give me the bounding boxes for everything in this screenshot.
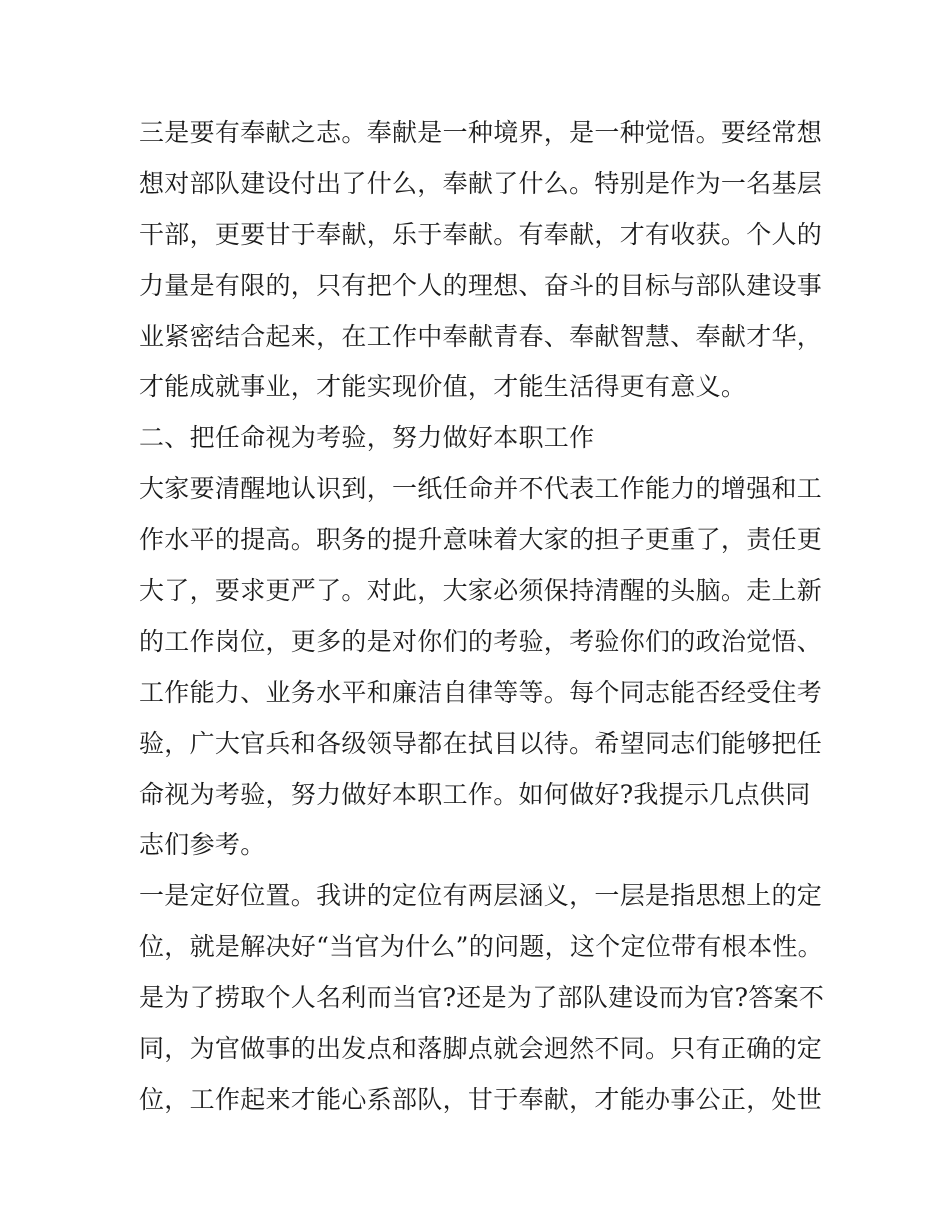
text-line: 志们参考。 bbox=[139, 830, 266, 860]
document-body bbox=[139, 108, 825, 1126]
text-line: 力量是有限的，只有把个人的理想、奋斗的目标与部队建设事 bbox=[139, 270, 823, 300]
text-line: 是为了捞取个人名利而当官?还是为了部队建设而为官?答案不 bbox=[139, 983, 825, 1013]
section-heading: 二、把任命视为考验，努力做好本职工作 bbox=[139, 423, 595, 453]
text-line: 工作能力、业务水平和廉洁自律等等。每个同志能否经受住考 bbox=[139, 677, 823, 707]
text-line: 大了，要求更严了。对此，大家必须保持清醒的头脑。走上新 bbox=[139, 576, 823, 606]
text-line: 想对部队建设付出了什么，奉献了什么。特别是作为一名基层 bbox=[139, 168, 823, 198]
text-line: 验，广大官兵和各级领导都在拭目以待。希望同志们能够把任 bbox=[139, 728, 823, 758]
text-line: 业紧密结合起来，在工作中奉献青春、奉献智慧、奉献才华， bbox=[139, 321, 823, 351]
text-line: 大家要清醒地认识到，一纸任命并不代表工作能力的增强和工 bbox=[139, 474, 823, 504]
text-line: 才能成就事业，才能实现价值，才能生活得更有意义。 bbox=[139, 372, 747, 402]
text-line: 一是定好位置。我讲的定位有两层涵义，一层是指思想上的定 bbox=[139, 881, 823, 911]
text-line: 的工作岗位，更多的是对你们的考验，考验你们的政治觉悟、 bbox=[139, 626, 823, 656]
text-line: 位，工作起来才能心系部队，甘于奉献，才能办事公正，处世 bbox=[139, 1084, 823, 1114]
text-line: 命视为考验，努力做好本职工作。如何做好?我提示几点供同 bbox=[139, 779, 811, 809]
text-line: 作水平的提高。职务的提升意味着大家的担子更重了，责任更 bbox=[139, 525, 823, 555]
text-line: 同，为官做事的出发点和落脚点就会迥然不同。只有正确的定 bbox=[139, 1034, 823, 1064]
text-line: 位，就是解决好“当官为什么”的问题，这个定位带有根本性。 bbox=[139, 932, 823, 962]
text-line: 干部，更要甘于奉献，乐于奉献。有奉献，才有收获。个人的 bbox=[139, 219, 823, 249]
text-line: 三是要有奉献之志。奉献是一种境界，是一种觉悟。要经常想 bbox=[139, 118, 823, 147]
